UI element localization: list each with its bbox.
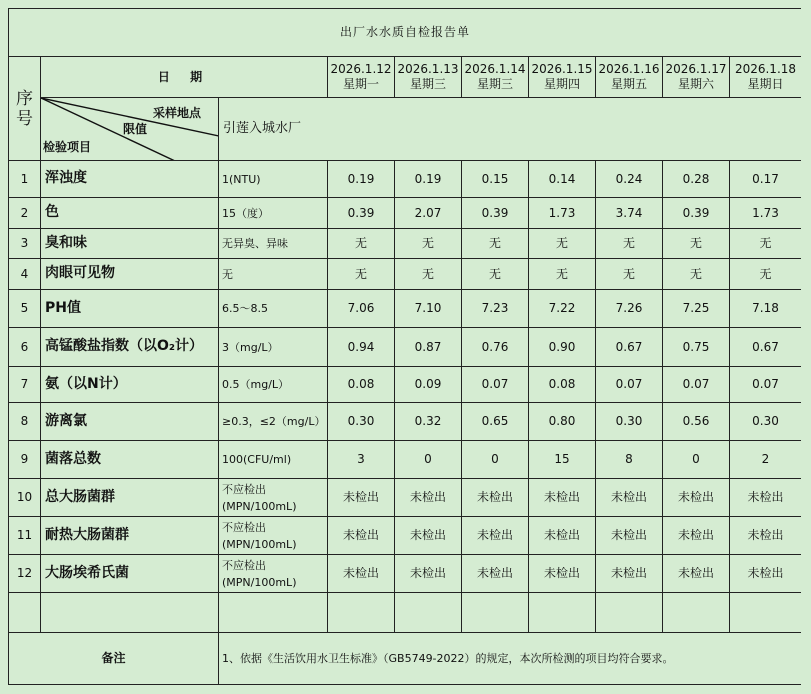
table-row (9, 555, 802, 593)
date-cell-2[interactable] (395, 57, 462, 98)
result-cell[interactable]: 0.39 (462, 198, 529, 229)
result-cell[interactable]: 0.90 (529, 328, 596, 367)
test-item[interactable]: 大肠埃希氏菌 (41, 555, 219, 593)
report-table (8, 8, 802, 685)
result-cell[interactable]: 未检出 (328, 555, 395, 593)
sampling-site[interactable]: 引莲入城水厂 (219, 98, 802, 161)
test-item[interactable]: 臭和味 (41, 229, 219, 259)
result-cell[interactable]: 0.75 (663, 328, 730, 367)
seq-header[interactable] (9, 57, 41, 161)
result-cell[interactable]: 未检出 (596, 555, 663, 593)
limit-value[interactable]: 无异臭、异味 (219, 229, 328, 259)
row-number[interactable]: 5 (9, 290, 41, 328)
result-cell[interactable]: 未检出 (328, 479, 395, 517)
result-cell[interactable]: 未检出 (730, 479, 802, 517)
result-cell[interactable]: 7.10 (395, 290, 462, 328)
row-number[interactable]: 10 (9, 479, 41, 517)
result-cell[interactable]: 未检出 (395, 555, 462, 593)
seq-header-label: 序号 (16, 88, 33, 129)
result-cell[interactable]: 未检出 (596, 479, 663, 517)
remark-label[interactable]: 备注 (9, 633, 219, 685)
result-cell[interactable]: 7.22 (529, 290, 596, 328)
result-cell[interactable]: 0.07 (596, 367, 663, 403)
result-cell[interactable]: 0.28 (663, 161, 730, 198)
test-item[interactable]: 耐热大肠菌群 (41, 517, 219, 555)
row-number[interactable]: 9 (9, 441, 41, 479)
date-value: 2026.1.16 (598, 62, 660, 76)
row-number[interactable]: 6 (9, 328, 41, 367)
date-value: 2026.1.13 (397, 62, 459, 76)
limit-value[interactable]: 3（mg/L） (219, 328, 328, 367)
date-value: 2026.1.15 (531, 62, 593, 76)
table-row (9, 328, 802, 367)
result-cell[interactable]: 0.56 (663, 403, 730, 441)
row-number[interactable]: 1 (9, 161, 41, 198)
weekday-value: 星期六 (677, 77, 714, 91)
result-cell[interactable]: 0.32 (395, 403, 462, 441)
test-item[interactable]: 菌落总数 (41, 441, 219, 479)
weekday-value: 星期一 (342, 77, 379, 91)
result-cell[interactable]: 未检出 (529, 517, 596, 555)
result-cell[interactable]: 0.30 (328, 403, 395, 441)
result-cell[interactable]: 未检出 (395, 517, 462, 555)
result-cell[interactable]: 7.18 (730, 290, 802, 328)
result-cell[interactable]: 0.30 (730, 403, 802, 441)
result-cell[interactable]: 无 (730, 229, 802, 259)
row-number[interactable]: 3 (9, 229, 41, 259)
row-number[interactable]: 7 (9, 367, 41, 403)
date-value: 2026.1.14 (464, 62, 526, 76)
empty-cell[interactable] (596, 593, 663, 633)
empty-cell[interactable] (529, 593, 596, 633)
result-cell[interactable]: 0.07 (663, 367, 730, 403)
result-cell[interactable]: 0.15 (462, 161, 529, 198)
test-item[interactable]: 高锰酸盐指数（以O₂计） (41, 328, 219, 367)
result-cell[interactable]: 0.80 (529, 403, 596, 441)
table-row (9, 198, 802, 229)
test-item[interactable]: 浑浊度 (41, 161, 219, 198)
result-cell[interactable]: 0.65 (462, 403, 529, 441)
limit-value[interactable]: 不应检出(MPN/100mL) (219, 517, 328, 555)
date-header-label[interactable]: 日 期 (41, 57, 328, 98)
date-cell-4[interactable] (529, 57, 596, 98)
result-cell[interactable]: 未检出 (596, 517, 663, 555)
result-cell[interactable]: 7.25 (663, 290, 730, 328)
date-cell-7[interactable] (730, 57, 802, 98)
test-item[interactable]: PH值 (41, 290, 219, 328)
result-cell[interactable]: 未检出 (730, 555, 802, 593)
result-cell[interactable]: 无 (328, 259, 395, 290)
result-cell[interactable]: 无 (663, 229, 730, 259)
result-cell[interactable]: 无 (730, 259, 802, 290)
result-cell[interactable]: 0 (663, 441, 730, 479)
limit-value[interactable]: 不应检出(MPN/100mL) (219, 555, 328, 593)
result-cell[interactable]: 15 (529, 441, 596, 479)
limit-value[interactable]: 6.5～8.5 (219, 290, 328, 328)
diag-label-item: 检验项目 (43, 140, 92, 154)
empty-cell[interactable] (462, 593, 529, 633)
remark-text[interactable]: 1、依据《生活饮用水卫生标准》（GB5749-2022）的规定，本次所检测的项目均符合要求。 (219, 633, 802, 685)
result-cell[interactable]: 无 (596, 229, 663, 259)
result-cell[interactable]: 0.67 (730, 328, 802, 367)
result-cell[interactable]: 0.19 (395, 161, 462, 198)
row-number[interactable]: 4 (9, 259, 41, 290)
limit-value[interactable]: ≥0.3，≤2（mg/L） (219, 403, 328, 441)
result-cell[interactable]: 无 (462, 259, 529, 290)
test-item[interactable]: 肉眼可见物 (41, 259, 219, 290)
result-cell[interactable]: 2 (730, 441, 802, 479)
date-cell-3[interactable] (462, 57, 529, 98)
result-cell[interactable]: 0.07 (730, 367, 802, 403)
row-number[interactable]: 12 (9, 555, 41, 593)
limit-value[interactable]: 15（度） (219, 198, 328, 229)
date-cell-5[interactable] (596, 57, 663, 98)
date-value: 2026.1.18 (734, 62, 797, 76)
diag-label-site: 采样地点 (153, 106, 202, 120)
result-cell[interactable]: 未检出 (462, 517, 529, 555)
result-cell[interactable]: 0 (462, 441, 529, 479)
limit-value[interactable]: 100(CFU/ml) (219, 441, 328, 479)
result-cell[interactable]: 7.23 (462, 290, 529, 328)
result-cell[interactable]: 未检出 (663, 479, 730, 517)
table-row (9, 161, 802, 198)
empty-cell[interactable] (9, 593, 41, 633)
diagonal-header-cell[interactable] (41, 98, 219, 161)
result-cell[interactable]: 0.08 (529, 367, 596, 403)
result-cell[interactable]: 0.07 (462, 367, 529, 403)
result-cell[interactable]: 0 (395, 441, 462, 479)
test-item[interactable]: 氨（以N计） (41, 367, 219, 403)
diag-label-limit: 限值 (123, 122, 148, 136)
table-row (9, 403, 802, 441)
result-cell[interactable]: 0.17 (730, 161, 802, 198)
result-cell[interactable]: 无 (663, 259, 730, 290)
empty-cell[interactable] (395, 593, 462, 633)
result-cell[interactable]: 7.26 (596, 290, 663, 328)
result-cell[interactable]: 无 (529, 229, 596, 259)
report-title[interactable]: 出厂水水质自检报告单 (9, 9, 802, 57)
data-rows (9, 161, 802, 593)
weekday-value: 星期五 (610, 77, 647, 91)
weekday-value: 星期日 (747, 77, 784, 91)
empty-cell[interactable] (41, 593, 219, 633)
result-cell[interactable]: 0.39 (328, 198, 395, 229)
result-cell[interactable]: 无 (395, 229, 462, 259)
test-item[interactable]: 游离氯 (41, 403, 219, 441)
limit-value[interactable]: 不应检出(MPN/100mL) (219, 479, 328, 517)
limit-value[interactable]: 无 (219, 259, 328, 290)
result-cell[interactable]: 1.73 (529, 198, 596, 229)
table-row (9, 229, 802, 259)
table-row (9, 479, 802, 517)
result-cell[interactable]: 0.94 (328, 328, 395, 367)
date-cell-6[interactable] (663, 57, 730, 98)
weekday-value: 星期三 (476, 77, 513, 91)
date-value: 2026.1.17 (665, 62, 727, 76)
result-cell[interactable]: 未检出 (328, 517, 395, 555)
result-cell[interactable]: 0.87 (395, 328, 462, 367)
result-cell[interactable]: 0.09 (395, 367, 462, 403)
weekday-value: 星期三 (409, 77, 446, 91)
result-cell[interactable]: 0.19 (328, 161, 395, 198)
test-item[interactable]: 总大肠菌群 (41, 479, 219, 517)
empty-cell[interactable] (663, 593, 730, 633)
result-cell[interactable]: 0.76 (462, 328, 529, 367)
result-cell[interactable]: 0.67 (596, 328, 663, 367)
row-number[interactable]: 11 (9, 517, 41, 555)
result-cell[interactable]: 3 (328, 441, 395, 479)
sheet-right-margin (801, 8, 811, 694)
result-cell[interactable]: 0.30 (596, 403, 663, 441)
result-cell[interactable]: 无 (395, 259, 462, 290)
result-cell[interactable]: 3.74 (596, 198, 663, 229)
result-cell[interactable]: 未检出 (529, 555, 596, 593)
date-cell-1[interactable] (328, 57, 395, 98)
limit-value[interactable]: 1(NTU) (219, 161, 328, 198)
result-cell[interactable]: 无 (529, 259, 596, 290)
result-cell[interactable]: 未检出 (462, 555, 529, 593)
result-cell[interactable]: 8 (596, 441, 663, 479)
result-cell[interactable]: 未检出 (529, 479, 596, 517)
result-cell[interactable]: 1.73 (730, 198, 802, 229)
result-cell[interactable]: 无 (462, 229, 529, 259)
limit-value[interactable]: 0.5（mg/L） (219, 367, 328, 403)
table-row (9, 367, 802, 403)
result-cell[interactable]: 0.08 (328, 367, 395, 403)
result-cell[interactable]: 2.07 (395, 198, 462, 229)
result-cell[interactable]: 未检出 (462, 479, 529, 517)
table-row (9, 441, 802, 479)
table-row (9, 290, 802, 328)
result-cell[interactable]: 0.14 (529, 161, 596, 198)
table-row (9, 259, 802, 290)
result-cell[interactable]: 0.24 (596, 161, 663, 198)
table-row (9, 517, 802, 555)
empty-cell[interactable] (730, 593, 802, 633)
result-cell[interactable]: 7.06 (328, 290, 395, 328)
row-number[interactable]: 8 (9, 403, 41, 441)
result-cell[interactable]: 未检出 (663, 517, 730, 555)
empty-cell[interactable] (328, 593, 395, 633)
result-cell[interactable]: 无 (596, 259, 663, 290)
result-cell[interactable]: 未检出 (730, 517, 802, 555)
result-cell[interactable]: 未检出 (395, 479, 462, 517)
test-item[interactable]: 色 (41, 198, 219, 229)
date-value: 2026.1.12 (330, 62, 392, 76)
row-number[interactable]: 2 (9, 198, 41, 229)
result-cell[interactable]: 未检出 (663, 555, 730, 593)
weekday-value: 星期四 (543, 77, 580, 91)
result-cell[interactable]: 0.39 (663, 198, 730, 229)
empty-cell[interactable] (219, 593, 328, 633)
result-cell[interactable]: 无 (328, 229, 395, 259)
